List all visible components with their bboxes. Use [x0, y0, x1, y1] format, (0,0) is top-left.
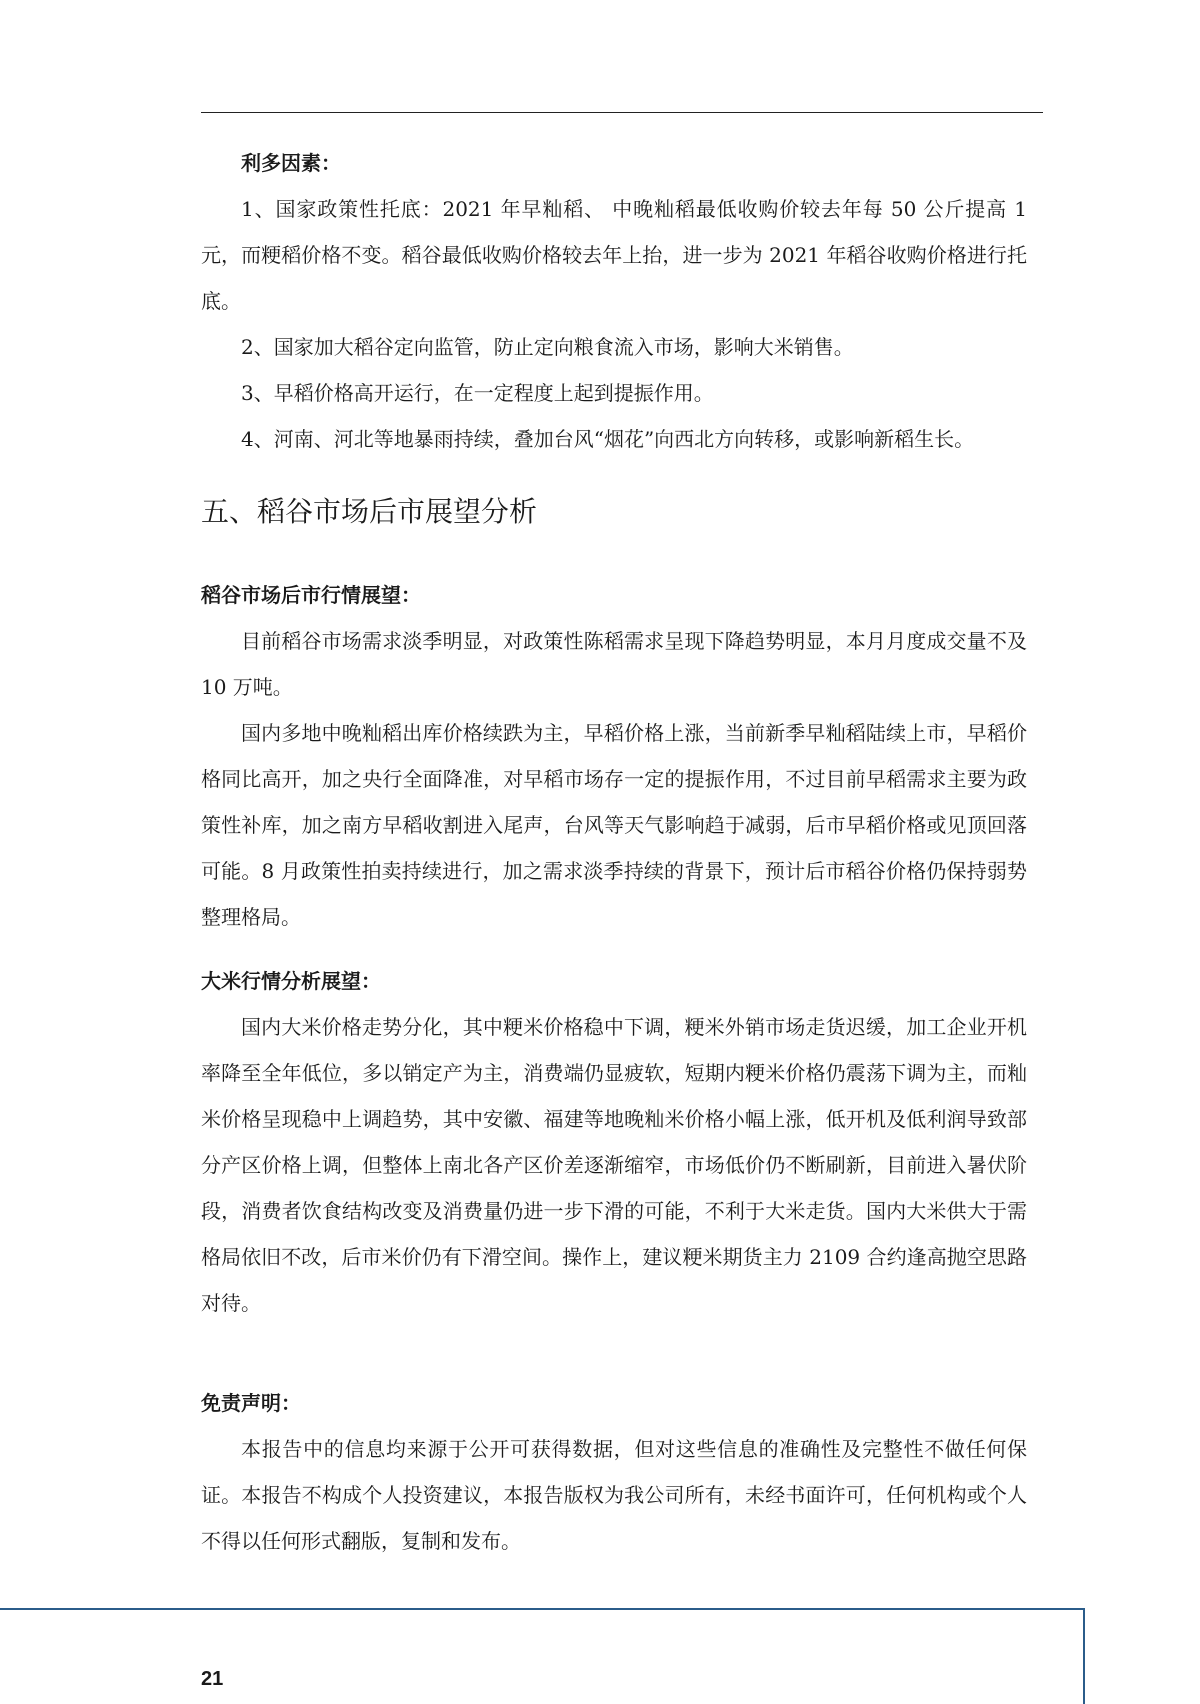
- footer-frame: [0, 1608, 1085, 1704]
- factor-item-1: 1、国家政策性托底：2021 年早籼稻、 中晚籼稻最低收购价较去年每 50 公斤提高 1 元，而粳稻价格不变。稻谷最低收购价格较去年上抬，进一步为 2021 年稻谷收购价格进行托底。: [201, 197, 1027, 313]
- rice-market-heading: 大米行情分析展望：: [201, 969, 381, 993]
- disclaimer-heading: 免责声明：: [201, 1391, 301, 1415]
- rice-market-paragraph: 国内大米价格走势分化，其中粳米价格稳中下调，粳米外销市场走货迟缓，加工企业开机率降至全年低位，多以销定产为主，消费端仍显疲软，短期内粳米价格仍震荡下调为主，而籼米价格呈现稳中上调趋势，其中安徽、福建等地晚籼米价格小幅上涨，低开机及低利润导致部分产区价格上调，但整体上南北各产区价差逐渐缩窄，市场低价仍不断刷新，目前进入暑伏阶段，消费者饮食结构改变及消费量仍进一步下滑的可能，不利于大米走货。国内大米供大于需格局依旧不改，后市米价仍有下滑空间。操作上，建议粳米期货主力 2109 合约逢高抛空思路对待。: [201, 1015, 1027, 1315]
- header-rule: [201, 112, 1043, 113]
- factor-item-2: 2、国家加大稻谷定向监管，防止定向粮食流入市场，影响大米销售。: [241, 335, 854, 359]
- section-title: 五、稻谷市场后市展望分析: [201, 495, 538, 528]
- disclaimer-paragraph: 本报告中的信息均来源于公开可获得数据，但对这些信息的准确性及完整性不做任何保证。本报告不构成个人投资建议，本报告版权为我公司所有，未经书面许可，任何机构或个人不得以任何形式翻版，复制和发布。: [201, 1437, 1027, 1553]
- paddy-outlook-heading: 稻谷市场后市行情展望：: [201, 583, 421, 607]
- bullish-factors-heading: 利多因素：: [241, 151, 341, 175]
- paddy-outlook-paragraph-2: 国内多地中晚籼稻出库价格续跌为主，早稻价格上涨，当前新季早籼稻陆续上市，早稻价格同比高开，加之央行全面降准，对早稻市场存一定的提振作用，不过目前早稻需求主要为政策性补库，加之南方早稻收割进入尾声，台风等天气影响趋于减弱，后市早稻价格或见顶回落可能。8 月政策性拍卖持续进行，加之需求淡季持续的背景下，预计后市稻谷价格仍保持弱势整理格局。: [201, 721, 1027, 929]
- page-number: 21: [201, 1668, 224, 1690]
- bullish-factors-section: [201, 140, 1027, 462]
- page-content: [201, 140, 1027, 1564]
- factor-item-4: 4、河南、河北等地暴雨持续，叠加台风“烟花”向西北方向转移，或影响新稻生长。: [241, 427, 975, 451]
- factor-item-3: 3、早稻价格高开运行，在一定程度上起到提振作用。: [241, 381, 714, 405]
- paddy-outlook-paragraph-1: 目前稻谷市场需求淡季明显，对政策性陈稻需求呈现下降趋势明显，本月月度成交量不及 10 万吨。: [201, 629, 1027, 699]
